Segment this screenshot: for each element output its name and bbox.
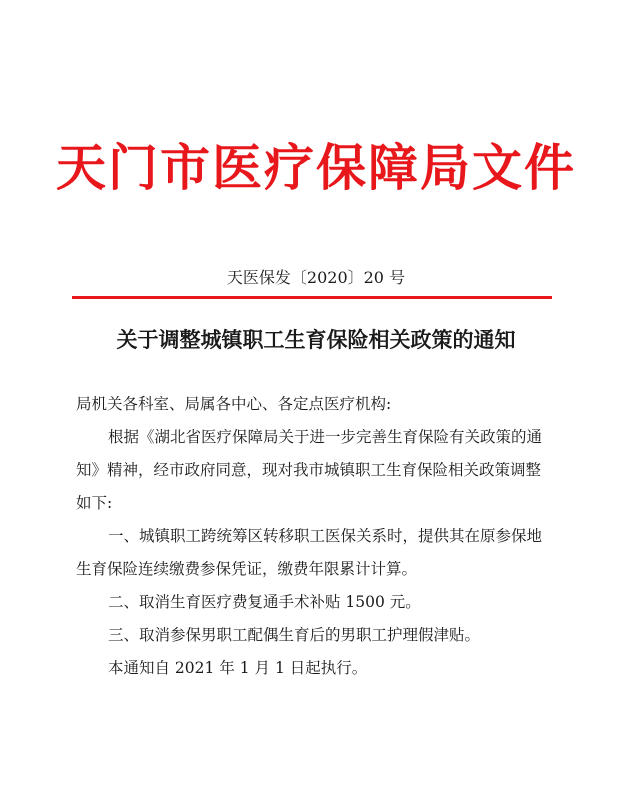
- red-divider-rule: [72, 296, 552, 299]
- document-body: [76, 388, 556, 685]
- body-paragraph-effective-date: 本通知自 2021 年 1 月 1 日起执行。: [108, 659, 368, 677]
- body-paragraph-item-2: 二、取消生育医疗费复通手术补贴 1500 元。: [108, 593, 421, 611]
- body-paragraph-item-3: 三、取消参保男职工配偶生育后的男职工护理假津贴。: [108, 626, 481, 644]
- body-paragraph-intro: 根据《湖北省医疗保障局关于进一步完善生育保险有关政策的通知》精神，经市政府同意，现对我市城镇职工生育保险相关政策调整如下:: [76, 428, 543, 512]
- document-title: 关于调整城镇职工生育保险相关政策的通知: [116, 327, 516, 352]
- document-number: 天医保发〔2020〕20 号: [226, 268, 406, 287]
- salutation: 局机关各科室、局属各中心、各定点医疗机构:: [76, 395, 392, 413]
- issuer-header-title: 天门市医疗保障局文件: [56, 138, 576, 197]
- body-paragraph-item-1: 一、城镇职工跨统筹区转移职工医保关系时，提供其在原参保地生育保险连续缴费参保凭证，缴费年限累计计算。: [76, 527, 543, 578]
